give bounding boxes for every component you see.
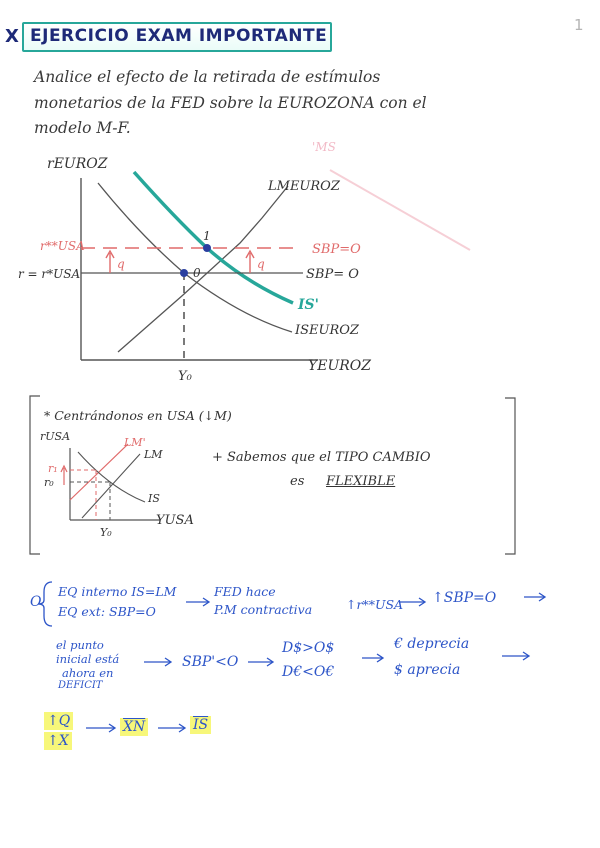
sbp-new-label: SBP=O (312, 242, 361, 257)
usa-lm-label: LM (144, 448, 163, 461)
euro-deprecia: € deprecia (394, 636, 470, 652)
page-number: 1 (574, 16, 584, 34)
initial-line-4: DEFICIT (58, 680, 103, 691)
page-title: EJERCICIO EXAM IMPORTANTE (30, 26, 328, 46)
brace-line-1: EQ interno IS=LM (58, 584, 177, 599)
usa-y-label: Y₀ (100, 526, 112, 539)
statement-line-3: modelo M-F. (34, 119, 131, 137)
q-up-highlight: ↑Q (44, 712, 73, 730)
star-marker: X (5, 26, 19, 47)
faint-shadow-line (330, 170, 470, 250)
mundell-fleming-graph (0, 0, 600, 390)
lm-label: LMEUROZ (268, 179, 340, 194)
q-label-right: q (257, 257, 265, 271)
usa-x-axis-label: YUSA (156, 513, 194, 528)
point-0-marker (180, 269, 188, 277)
right-note-flexible: FLEXIBLE (326, 474, 396, 489)
faint-ms-text: 'MS (312, 140, 336, 154)
r-usa-star-new-label: r**USA (40, 239, 85, 253)
dollar-aprecia: $ aprecia (394, 662, 461, 678)
is-box: $\overline{IS}$ (190, 716, 211, 734)
xn-box: $\overline{XN}$ (120, 718, 148, 736)
right-note-line-2: es (290, 474, 305, 489)
x-axis-label: YEUROZ (308, 358, 372, 374)
initial-line-2: inicial está (56, 652, 120, 666)
q-label-left: q (117, 257, 125, 271)
point-1-label: 1 (203, 229, 211, 243)
fed-line-2: P.M contractiva (214, 602, 313, 617)
usa-heading: * Centrándonos en USA (↓M) (44, 408, 232, 423)
zero-label: O (30, 594, 42, 610)
usa-is-label: IS (148, 492, 160, 505)
statement-line-2: monetarios de la FED sobre la EUROZONA con el (34, 94, 427, 112)
point-1-marker (203, 244, 211, 252)
arrow-r-usa: ↑r**USA (346, 597, 404, 612)
brace-line-2: EQ ext: SBP=O (58, 604, 156, 619)
point-0-label: 0 (193, 266, 201, 280)
r-equal-label: r = r*USA (18, 267, 81, 281)
d-dollar: D$>O$ (282, 640, 335, 656)
x-up-highlight: ↑X (44, 732, 72, 750)
usa-r-prime-label: r₁ (48, 462, 58, 475)
usa-lm-curve (82, 454, 140, 518)
initial-line-3: ahora en (62, 666, 114, 680)
sbp-label: SBP= O (306, 267, 359, 282)
fed-line-1: FED hace (214, 584, 276, 599)
arrow-sbp: ↑SBP=O (432, 590, 497, 606)
right-note-line-1: + Sabemos que el TIPO CAMBIO (212, 450, 431, 465)
y-axis-label: rEUROZ (47, 156, 108, 172)
usa-r-label: r₀ (44, 476, 54, 489)
y0-label: Y₀ (178, 369, 192, 384)
sbp-negative: SBP'<O (182, 654, 239, 670)
usa-lm-prime-label: LM' (124, 436, 146, 449)
statement-line-1: Analice el efecto de la retirada de estímulos (34, 68, 381, 86)
d-euro: D€<O€ (282, 664, 335, 680)
usa-y-axis-label: rUSA (40, 430, 71, 443)
initial-line-1: el punto (56, 638, 104, 652)
is-label: ISEUROZ (295, 323, 359, 338)
is-prime-label: IS' (298, 297, 319, 313)
